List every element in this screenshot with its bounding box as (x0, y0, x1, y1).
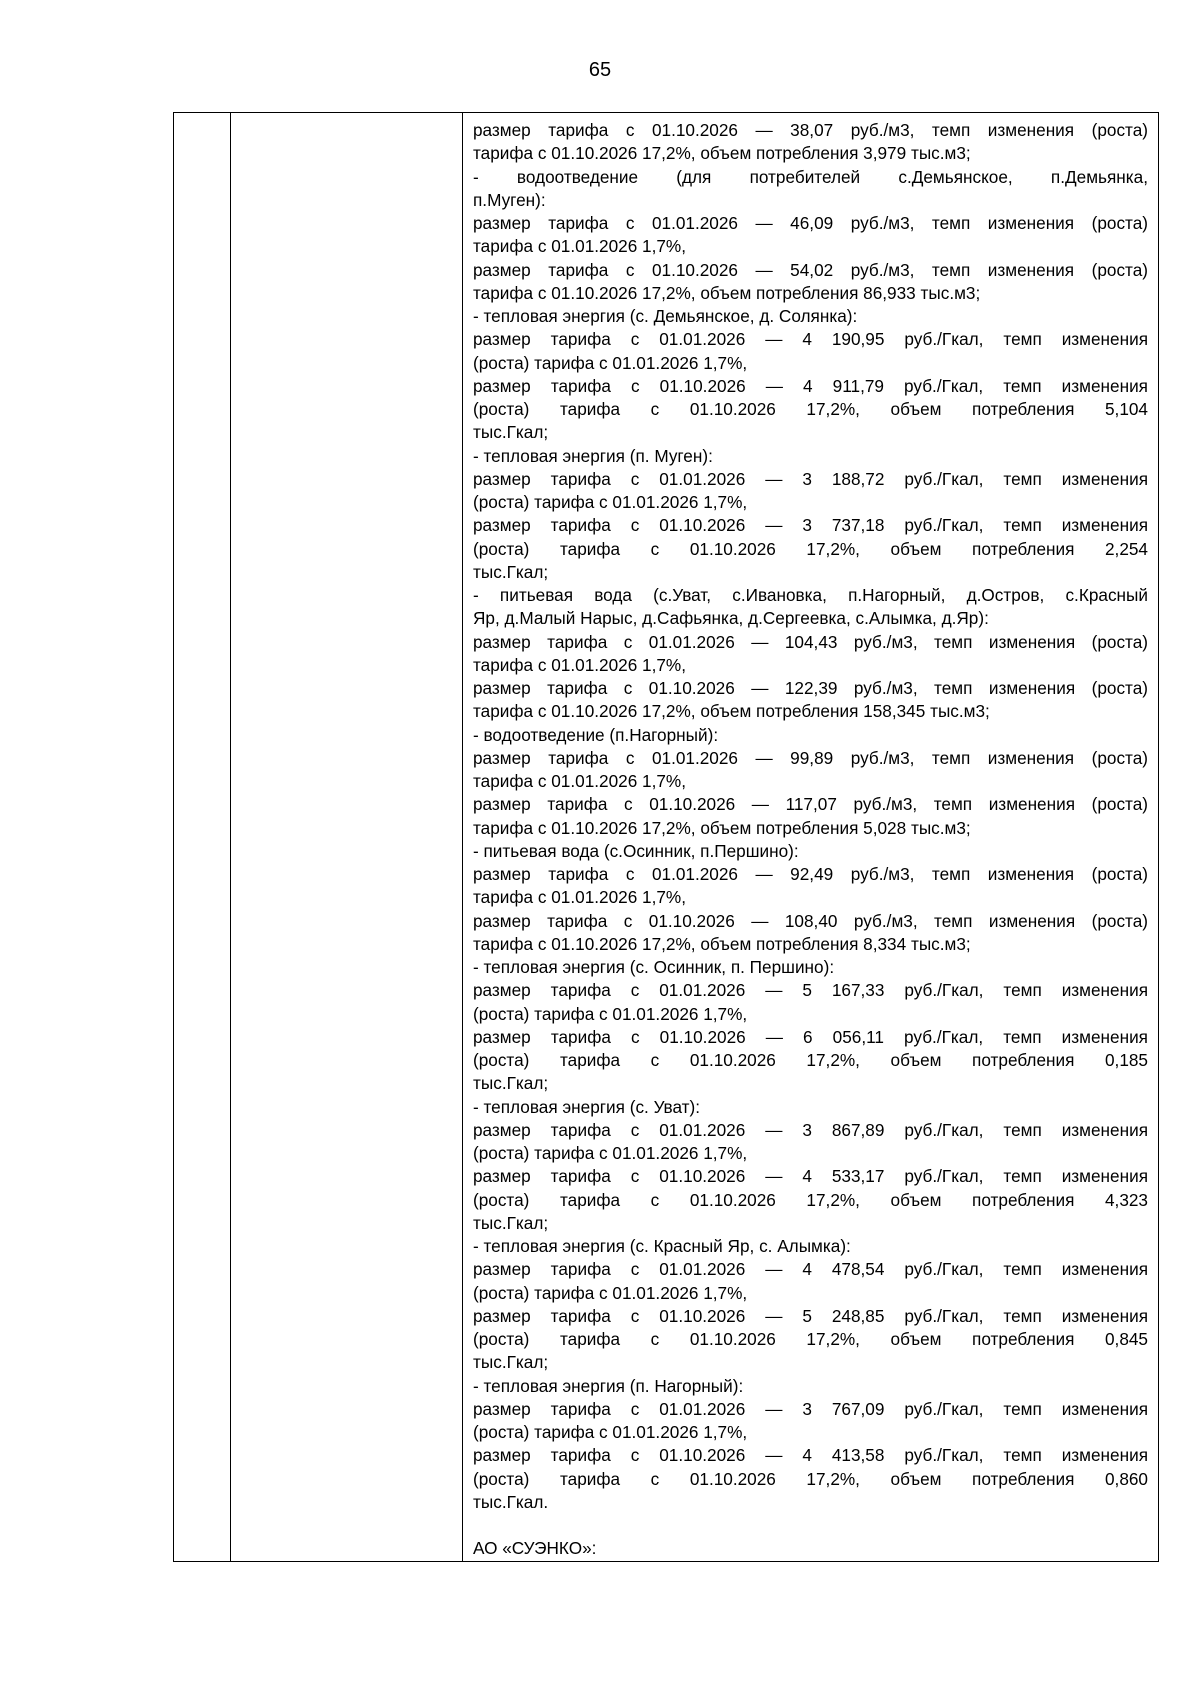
text-line: - тепловая энергия (с. Красный Яр, с. Алымка): (473, 1236, 851, 1256)
text-line: размер тарифа с 01.01.2026 — 3 767,09 руб./Гкал, темп изменения (473, 1398, 1148, 1419)
text-line: размер тарифа с 01.10.2026 — 38,07 руб./м3, темп изменения (роста) (473, 120, 1148, 140)
text-line: размер тарифа с 01.10.2026 — 4 911,79 руб./Гкал, темп изменения (473, 375, 1148, 396)
text-line: размер тарифа с 01.10.2026 — 54,02 руб./м3, темп изменения (роста) (473, 259, 1148, 280)
text-line: размер тарифа с 01.10.2026 — 117,07 руб./м3, темп изменения (роста) (473, 794, 1148, 815)
text-line: тыс.Гкал; (473, 561, 549, 582)
text-line: тыс.Гкал; (473, 422, 549, 443)
text-line: (роста) тарифа с 01.01.2026 1,7%, (473, 1143, 748, 1163)
text-line: (роста) тарифа с 01.10.2026 17,2%, объем потребления 2,254 (473, 538, 1148, 559)
text-line: размер тарифа с 01.10.2026 — 3 737,18 руб./Гкал, темп изменения (473, 515, 1148, 536)
text-line: (роста) тарифа с 01.01.2026 1,7%, (473, 1003, 748, 1024)
text-line: Яр, д.Малый Нарыс, д.Сафьянка, д.Сергеевка, с.Алымка, д.Яр): (473, 608, 989, 629)
tariff-table (173, 112, 1159, 1562)
text-line: (роста) тарифа с 01.10.2026 17,2%, объем потребления 0,845 (473, 1329, 1148, 1349)
text-line: размер тарифа с 01.01.2026 — 99,89 руб./м3, темп изменения (роста) (473, 747, 1148, 768)
text-line: размер тарифа с 01.10.2026 — 4 413,58 руб./Гкал, темп изменения (473, 1445, 1148, 1466)
text-line: размер тарифа с 01.01.2026 — 5 167,33 руб./Гкал, темп изменения (473, 980, 1148, 1001)
content-cell (463, 113, 1159, 1562)
table-row (174, 113, 1159, 1562)
text-line: (роста) тарифа с 01.10.2026 17,2%, объем потребления 0,860 (473, 1468, 1148, 1489)
text-line: - питьевая вода (с.Осинник, п.Першино): (473, 840, 799, 861)
text-line: тарифа с 01.10.2026 17,2%, объем потребления 5,028 тыс.м3; (473, 817, 971, 838)
text-line: (роста) тарифа с 01.10.2026 17,2%, объем потребления 4,323 (473, 1189, 1148, 1210)
number-cell (174, 113, 231, 1562)
text-line: (роста) тарифа с 01.10.2026 17,2%, объем потребления 0,185 (473, 1050, 1148, 1070)
text-line: размер тарифа с 01.10.2026 — 6 056,11 руб./Гкал, темп изменения (473, 1026, 1148, 1047)
text-line: (роста) тарифа с 01.01.2026 1,7%, (473, 492, 748, 512)
text-line: размер тарифа с 01.10.2026 — 108,40 руб./м3, темп изменения (роста) (473, 910, 1148, 931)
text-line: размер тарифа с 01.10.2026 — 4 533,17 руб./Гкал, темп изменения (473, 1166, 1148, 1187)
name-cell (231, 113, 463, 1562)
text-line: тарифа с 01.01.2026 1,7%, (473, 887, 686, 908)
page-number: 65 (588, 59, 612, 81)
text-line: - водоотведение (п.Нагорный): (473, 724, 719, 745)
text-line: (роста) тарифа с 01.01.2026 1,7%, (473, 352, 748, 373)
text-line: тыс.Гкал; (473, 1073, 549, 1094)
text-line (473, 1514, 1148, 1537)
text-line: тарифа с 01.10.2026 17,2%, объем потребления 8,334 тыс.м3; (473, 933, 971, 954)
text-line: тарифа с 01.10.2026 17,2%, объем потребления 86,933 тыс.м3; (473, 282, 981, 303)
text-line: размер тарифа с 01.01.2026 — 4 478,54 руб./Гкал, темп изменения (473, 1259, 1148, 1280)
text-line: тарифа с 01.10.2026 17,2%, объем потребления 3,979 тыс.м3; (473, 143, 971, 164)
text-line: - тепловая энергия (п. Нагорный): (473, 1375, 744, 1396)
text-line: тыс.Гкал. (473, 1491, 549, 1512)
text-line: (роста) тарифа с 01.01.2026 1,7%, (473, 1422, 748, 1442)
text-line: размер тарифа с 01.01.2026 — 92,49 руб./м3, темп изменения (роста) (473, 864, 1148, 884)
text-line: п.Муген): (473, 189, 546, 210)
text-line: тарифа с 01.01.2026 1,7%, (473, 236, 686, 257)
text-line: тарифа с 01.01.2026 1,7%, (473, 654, 686, 675)
text-line: - водоотведение (для потребителей с.Демьянское, п.Демьянка, (473, 166, 1148, 187)
text-line: размер тарифа с 01.10.2026 — 122,39 руб./м3, темп изменения (роста) (473, 678, 1148, 698)
text-line: размер тарифа с 01.01.2026 — 104,43 руб./м3, темп изменения (роста) (473, 631, 1148, 652)
text-line: (роста) тарифа с 01.01.2026 1,7%, (473, 1282, 748, 1303)
text-line: - тепловая энергия (с. Уват): (473, 1096, 701, 1117)
text-line: размер тарифа с 01.01.2026 — 3 188,72 руб./Гкал, темп изменения (473, 468, 1148, 489)
text-line: размер тарифа с 01.01.2026 — 46,09 руб./м3, темп изменения (роста) (473, 213, 1148, 233)
text-line: тыс.Гкал; (473, 1352, 549, 1373)
text-line: - питьевая вода (с.Уват, с.Ивановка, п.Нагорный, д.Остров, с.Красный (473, 585, 1148, 605)
text-line: (роста) тарифа с 01.10.2026 17,2%, объем потребления 5,104 (473, 399, 1148, 419)
text-line: тыс.Гкал; (473, 1212, 549, 1233)
text-line: тарифа с 01.01.2026 1,7%, (473, 771, 686, 791)
text-line: размер тарифа с 01.01.2026 — 4 190,95 руб./Гкал, темп изменения (473, 329, 1148, 350)
text-line: - тепловая энергия (п. Муген): (473, 445, 713, 466)
text-line: - тепловая энергия (с. Осинник, п. Першино): (473, 957, 835, 977)
text-line: - тепловая энергия (с. Демьянское, д. Солянка): (473, 306, 858, 326)
text-line: АО «СУЭНКО»: (473, 1538, 597, 1559)
text-line: размер тарифа с 01.01.2026 — 3 867,89 руб./Гкал, темп изменения (473, 1119, 1148, 1140)
text-line: тарифа с 01.10.2026 17,2%, объем потребления 158,345 тыс.м3; (473, 701, 990, 722)
text-line: размер тарифа с 01.10.2026 — 5 248,85 руб./Гкал, темп изменения (473, 1305, 1148, 1326)
tariff-text (473, 119, 1148, 1561)
